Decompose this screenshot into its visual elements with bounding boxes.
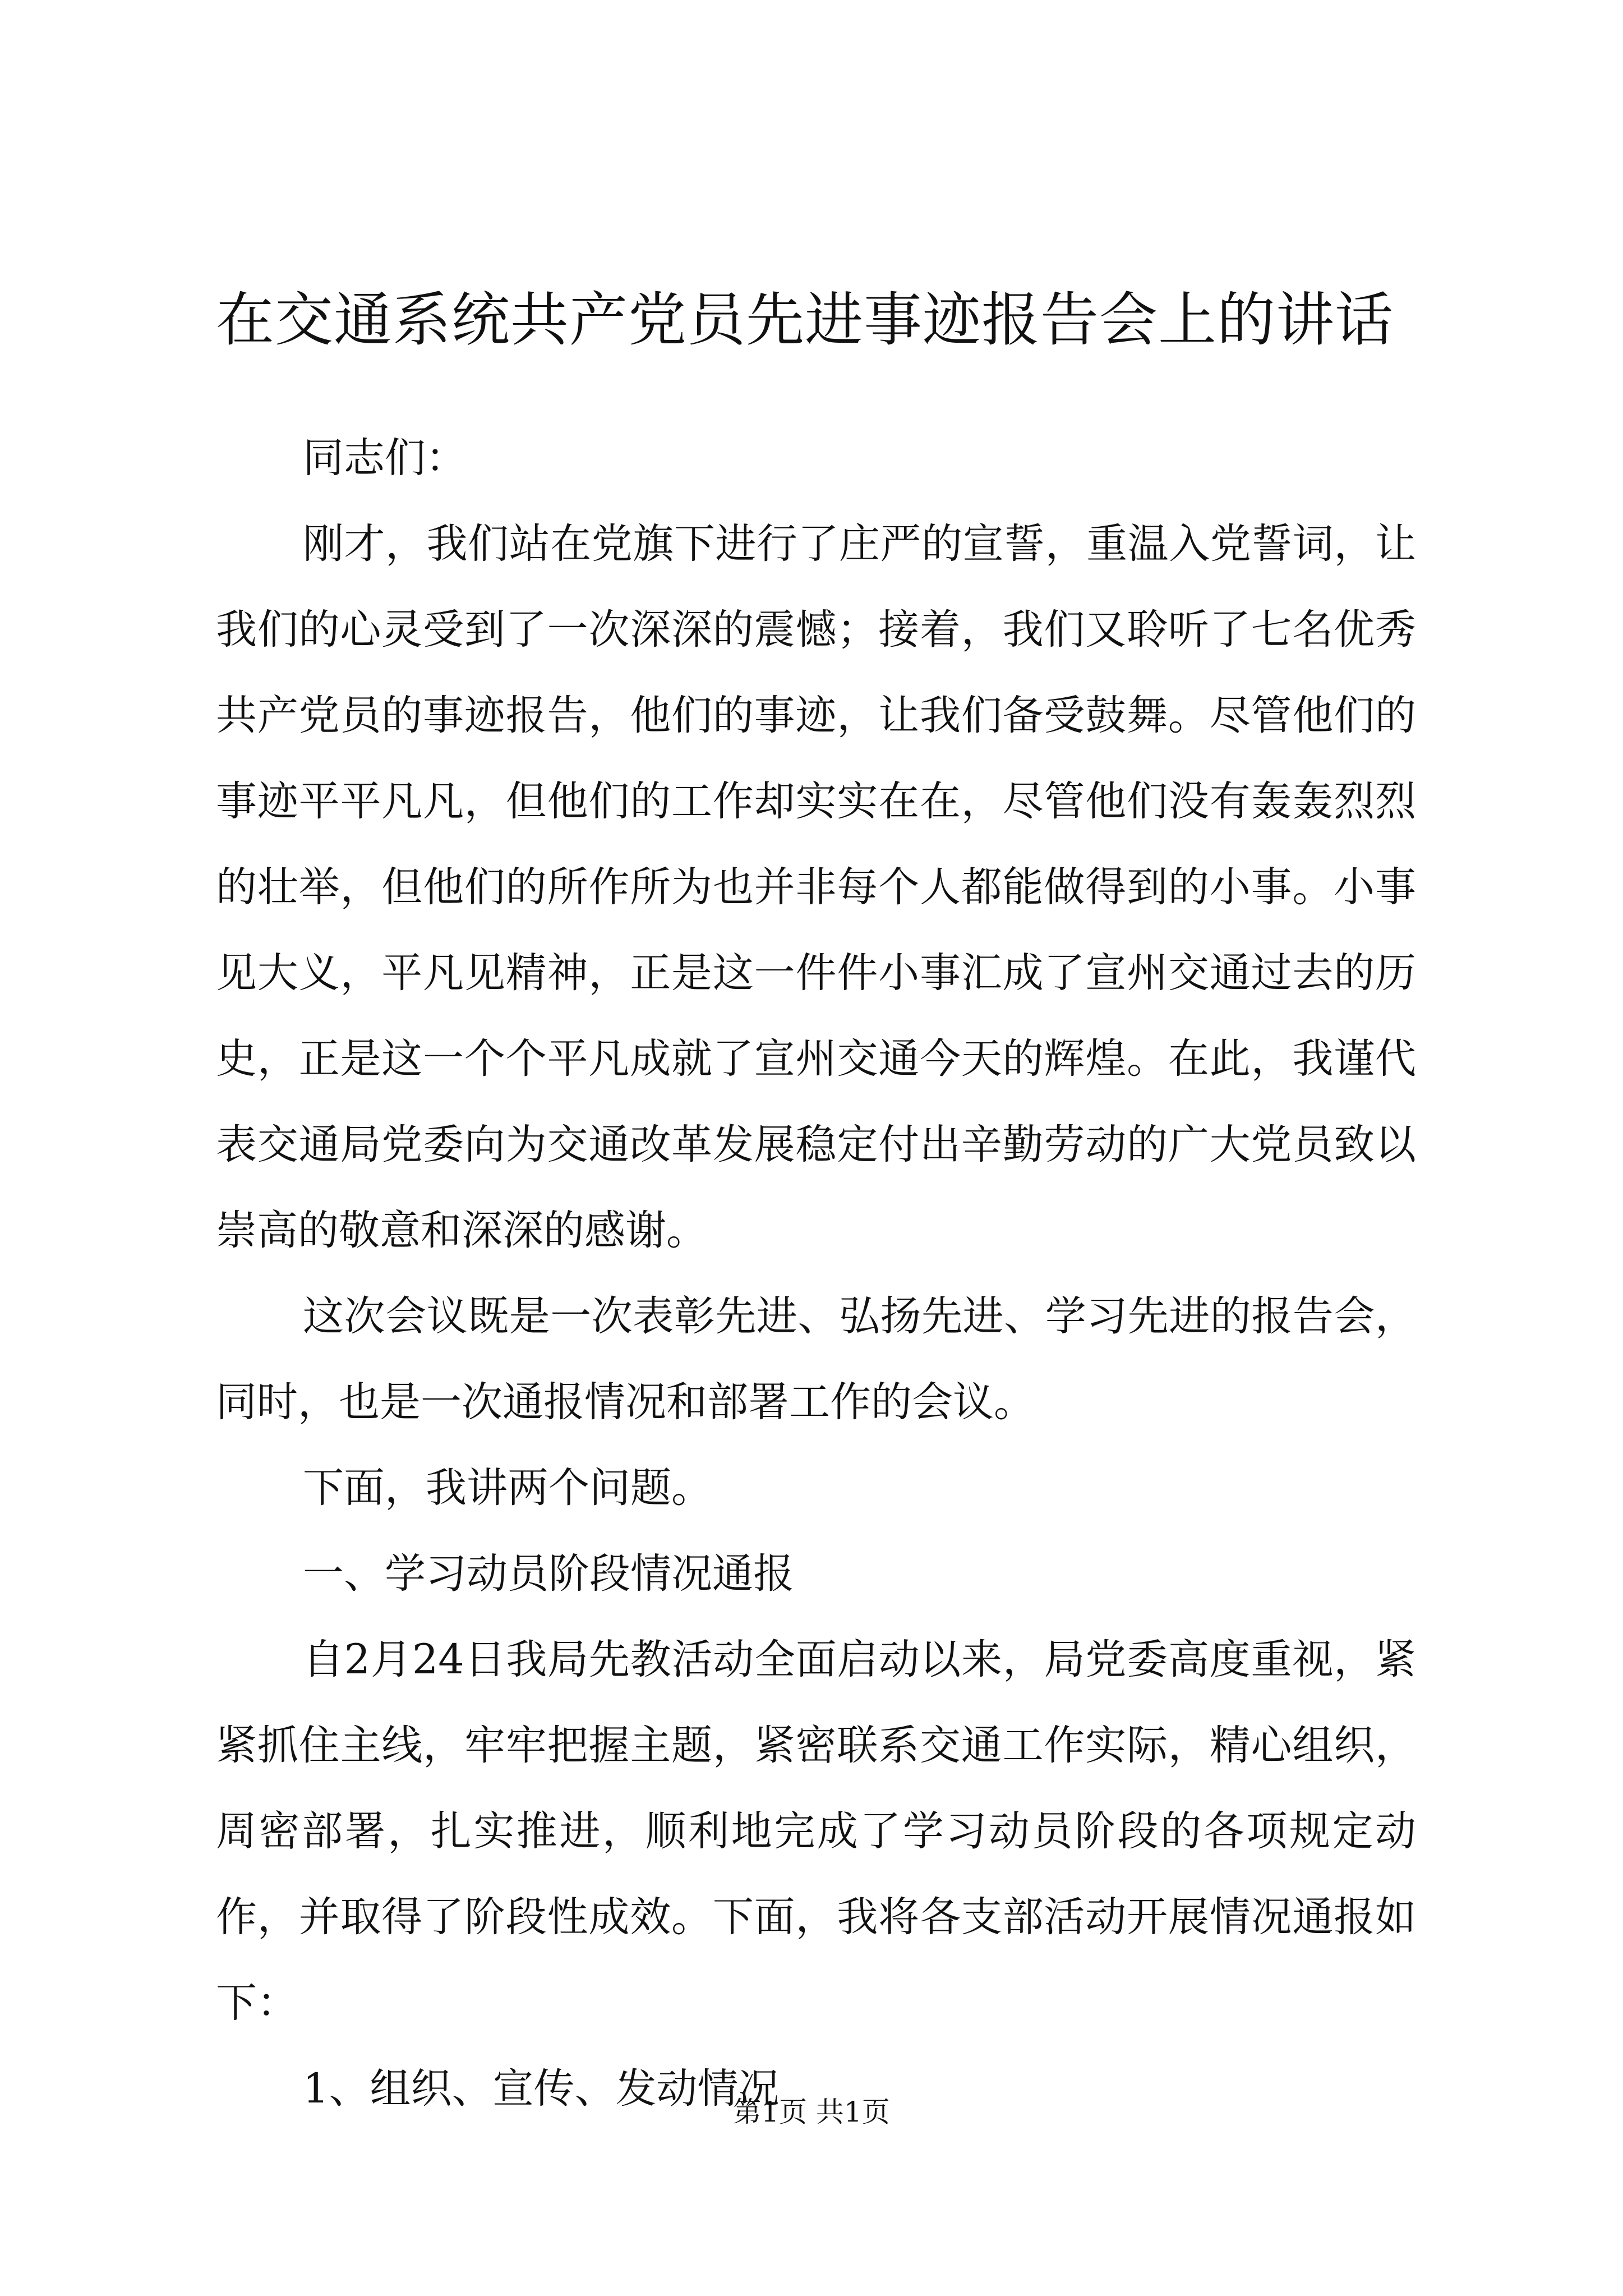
body-paragraph: 自2月24日我局先教活动全面启动以来，局党委高度重视，紧紧抓住主线，牢牢把握主题，紧密联系交通工作实际，精心组织，周密部署，扎实推进，顺利地完成了学习动员阶段的各项规定动作，并取得了阶段性成效。下面，我将各支部活动开展情况通报如下： [216, 1636, 1416, 2027]
page-footer: 第1页 共1页 [733, 2096, 890, 2128]
subsection-heading: 1、组织、宣传、发动情况 [303, 2065, 780, 2113]
body-paragraph: 刚才，我们站在党旗下进行了庄严的宣誓，重温入党誓词，让我们的心灵受到了一次深深的震憾；接着，我们又聆听了七名优秀共产党员的事迹报告，他们的事迹，让我们备受鼓舞。尽管他们的事迹平平凡凡，但他们的工作却实实在在，尽管他们没有轰轰烈烈的壮举，但他们的所作所为也并非每个人都能做得到的小事。小事见大义，平凡见精神，正是这一件件小事汇成了宣州交通过去的历史，正是这一个个平凡成就了宣州交通今天的辉煌。在此，我谨代表交通局党委向为交通改革发展稳定付出辛勤劳动的广大党员致以崇高的敬意和深深的感谢。 [216, 520, 1416, 1254]
document-title: 在交通系统共产党员先进事迹报告会上的讲话 [216, 286, 1394, 354]
section-heading: 一、学习动员阶段情况通报 [303, 1550, 794, 1598]
document-body [216, 337, 1416, 2132]
salutation-paragraph: 同志们： [303, 434, 467, 482]
body-paragraph: 这次会议既是一次表彰先进、弘扬先进、学习先进的报告会，同时，也是一次通报情况和部署工作的会议。 [216, 1292, 1416, 1426]
body-paragraph: 下面，我讲两个问题。 [303, 1464, 712, 1512]
